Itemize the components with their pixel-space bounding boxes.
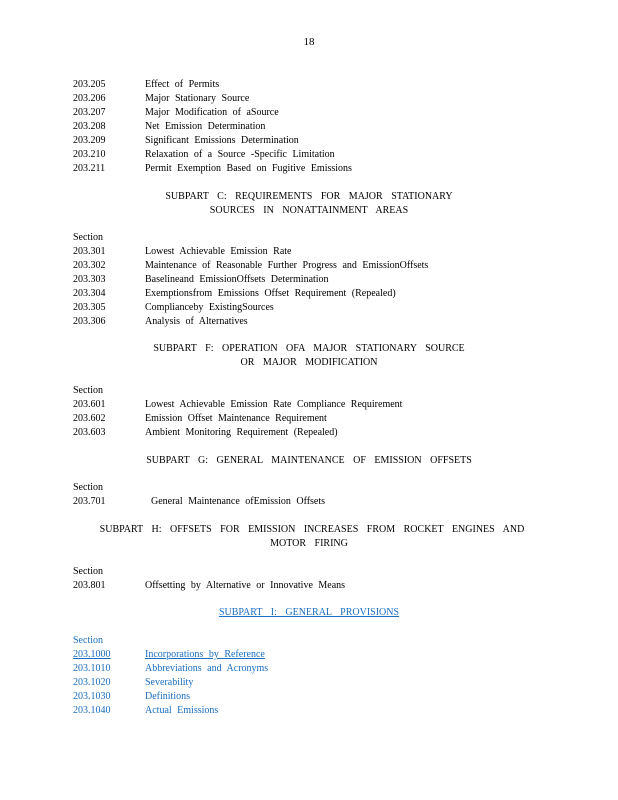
section-number: 203.210	[73, 149, 106, 160]
subpart-heading-line: SUBPART C: REQUIREMENTS FOR MAJOR STATIONARY	[165, 191, 453, 202]
subpart-heading-line: OR MAJOR MODIFICATION	[240, 357, 378, 368]
section-number: 203.209	[73, 135, 106, 146]
subpart-i-section-list	[73, 634, 543, 718]
subpart-h-heading	[0, 523, 618, 551]
section-number: 203.301	[73, 246, 106, 257]
section-label: Section	[73, 385, 103, 396]
section-title: Maintenance of Reasonable Further Progress and EmissionOffsets	[145, 260, 429, 271]
section-title: General Maintenance ofEmission Offsets	[151, 496, 326, 507]
section-title: Major Stationary Source	[145, 93, 250, 104]
table-row	[73, 315, 543, 329]
table-row	[73, 148, 543, 162]
subpart-c-heading	[0, 190, 618, 218]
subpart-heading-line: SOURCES IN NONATTAINMENT AREAS	[209, 205, 409, 216]
subpart-heading-line: SUBPART F: OPERATION OFA MAJOR STATIONARY SOURCE	[153, 343, 465, 354]
table-row	[73, 78, 543, 92]
section-number: 203.801	[73, 580, 106, 591]
table-row	[73, 398, 543, 412]
section-title: Major Modification of aSource	[145, 107, 279, 118]
section-label: Section	[73, 482, 103, 493]
section-title: Analysis of Alternatives	[145, 316, 248, 327]
table-row	[73, 162, 543, 176]
section-title-link[interactable]: Abbreviations and Acronyms	[145, 663, 269, 674]
section-label-link[interactable]: Section	[73, 635, 103, 646]
table-row	[73, 287, 543, 301]
section-number-link[interactable]: 203.1020	[73, 677, 111, 688]
section-title-link[interactable]: Severability	[145, 677, 194, 688]
section-number: 203.304	[73, 288, 106, 299]
section-title: Net Emission Determination	[145, 121, 266, 132]
table-row[interactable]	[73, 648, 543, 662]
section-number: 203.206	[73, 93, 106, 104]
table-row	[73, 579, 543, 593]
table-row	[73, 259, 543, 273]
section-title: Emission Offset Maintenance Requirement	[145, 413, 327, 424]
section-number: 203.306	[73, 316, 106, 327]
section-title: Permit Exemption Based on Fugitive Emissions	[145, 163, 352, 174]
section-number: 203.302	[73, 260, 106, 271]
table-row	[73, 495, 543, 509]
section-title: Ambient Monitoring Requirement (Repealed)	[145, 427, 338, 438]
section-title: Complianceby ExistingSources	[145, 302, 274, 313]
section-number: 203.701	[73, 496, 106, 507]
section-title: Lowest Achievable Emission Rate Compliance Requirement	[145, 399, 403, 410]
table-row[interactable]	[73, 704, 543, 718]
top-section-list	[73, 78, 543, 176]
table-row	[73, 301, 543, 315]
table-row	[73, 92, 543, 106]
table-row[interactable]	[73, 676, 543, 690]
section-number: 203.601	[73, 399, 106, 410]
table-row	[73, 106, 543, 120]
subpart-heading-line: MOTOR FIRING	[270, 538, 348, 549]
table-row	[73, 426, 543, 440]
section-title-link[interactable]: Definitions	[145, 691, 190, 702]
table-row	[73, 273, 543, 287]
section-number-link[interactable]: 203.1030	[73, 691, 111, 702]
section-number: 203.211	[73, 163, 106, 174]
section-number: 203.603	[73, 427, 106, 438]
table-row	[73, 120, 543, 134]
section-label: Section	[73, 232, 103, 243]
section-title: Offsetting by Alternative or Innovative Means	[145, 580, 346, 591]
section-number-link[interactable]: 203.1010	[73, 663, 111, 674]
section-title: Lowest Achievable Emission Rate	[145, 246, 292, 257]
subpart-g-section-list	[73, 481, 543, 509]
table-row	[73, 412, 543, 426]
subpart-f-heading	[0, 342, 618, 370]
section-title-link[interactable]: Incorporations by Reference	[145, 649, 265, 660]
subpart-i-link[interactable]: SUBPART I: GENERAL PROVISIONS	[218, 607, 400, 618]
table-row	[73, 134, 543, 148]
subpart-c-section-list	[73, 231, 543, 329]
subpart-h-section-list	[73, 565, 543, 593]
section-title: Exemptionsfrom Emissions Offset Requirement (Repealed)	[145, 288, 396, 299]
subpart-i-heading	[0, 606, 618, 620]
section-title: Baselineand EmissionOffsets Determination	[145, 274, 329, 285]
section-title: Effect of Permits	[145, 79, 220, 90]
section-title-link[interactable]: Actual Emissions	[145, 705, 219, 716]
section-number: 203.205	[73, 79, 106, 90]
section-number: 203.207	[73, 107, 106, 118]
section-number-link[interactable]: 203.1040	[73, 705, 111, 716]
subpart-g-heading	[0, 454, 618, 468]
section-title: Significant Emissions Determination	[145, 135, 299, 146]
section-number: 203.305	[73, 302, 106, 313]
section-number-link[interactable]: 203.1000	[73, 649, 111, 660]
section-number: 203.208	[73, 121, 106, 132]
subpart-heading-line: SUBPART G: GENERAL MAINTENANCE OF EMISSION OFFSETS	[146, 455, 472, 466]
section-label: Section	[73, 566, 103, 577]
section-title: Relaxation of a Source -Specific Limitation	[145, 149, 335, 160]
page-number: 18	[303, 36, 315, 48]
section-number: 203.303	[73, 274, 106, 285]
section-number: 203.602	[73, 413, 106, 424]
subpart-heading-line: SUBPART H: OFFSETS FOR EMISSION INCREASES FROM ROCKET ENGINES AND	[99, 524, 525, 535]
table-row[interactable]	[73, 690, 543, 704]
table-row	[73, 245, 543, 259]
table-row[interactable]	[73, 662, 543, 676]
subpart-f-section-list	[73, 384, 543, 440]
